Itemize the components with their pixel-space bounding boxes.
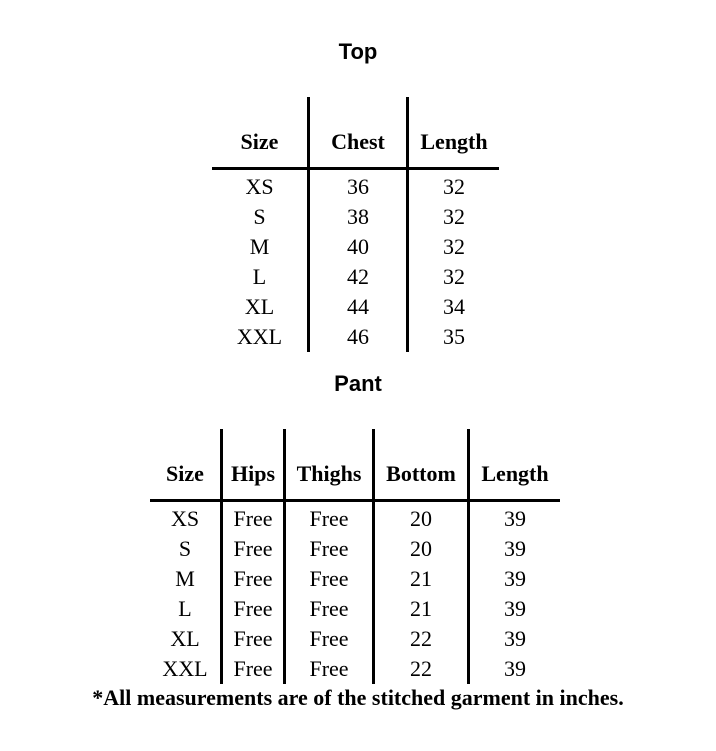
hips-cell: Free xyxy=(222,564,285,594)
thighs-cell: Free xyxy=(285,534,374,564)
table-row xyxy=(150,564,560,594)
column-header-length: Length xyxy=(408,97,500,169)
top-title: Top xyxy=(338,39,378,64)
size-cell: XS xyxy=(150,501,222,535)
length-cell: 32 xyxy=(443,264,465,289)
chest-cell: 46 xyxy=(309,322,408,352)
column-header-size: Size xyxy=(150,429,222,501)
thighs-cell: Free xyxy=(285,654,374,684)
size-cell: M xyxy=(150,564,222,594)
table-row xyxy=(150,624,560,654)
size-cell: XL xyxy=(150,624,222,654)
bottom-cell: 20 xyxy=(374,501,469,535)
length-cell: 39 xyxy=(504,536,526,561)
chest-cell: 38 xyxy=(309,202,408,232)
chest-cell: 44 xyxy=(309,292,408,322)
table-row xyxy=(212,322,499,352)
bottom-cell: 22 xyxy=(374,624,469,654)
chest-cell: 42 xyxy=(309,262,408,292)
thighs-cell: Free xyxy=(285,564,374,594)
length-cell: 34 xyxy=(443,294,465,319)
size-cell: XXL xyxy=(212,322,309,352)
length-cell: 39 xyxy=(504,626,526,651)
thighs-cell: Free xyxy=(285,501,374,535)
size-cell: S xyxy=(212,202,309,232)
size-cell: XS xyxy=(212,169,309,203)
table-row xyxy=(212,262,499,292)
bottom-cell: 21 xyxy=(374,594,469,624)
table-header-row xyxy=(212,97,499,169)
table-row xyxy=(212,169,499,203)
size-cell: L xyxy=(150,594,222,624)
hips-cell: Free xyxy=(222,654,285,684)
table-row xyxy=(150,534,560,564)
table-header-row xyxy=(150,429,560,501)
size-cell: XXL xyxy=(150,654,222,684)
hips-cell: Free xyxy=(222,594,285,624)
table-row xyxy=(150,501,560,535)
pant-title: Pant xyxy=(334,371,382,396)
table-row xyxy=(212,202,499,232)
bottom-cell: 21 xyxy=(374,564,469,594)
chest-cell: 36 xyxy=(309,169,408,203)
length-cell: 35 xyxy=(443,324,465,349)
length-cell: 32 xyxy=(443,234,465,259)
size-cell: S xyxy=(150,534,222,564)
hips-cell: Free xyxy=(222,624,285,654)
length-cell: 39 xyxy=(504,656,526,681)
size-cell: L xyxy=(212,262,309,292)
pant-size-table xyxy=(150,429,560,684)
measurement-footnote: *All measurements are of the stitched garment in inches. xyxy=(92,685,624,710)
length-cell: 39 xyxy=(504,596,526,621)
size-cell: XL xyxy=(212,292,309,322)
table-row xyxy=(150,654,560,684)
length-cell: 32 xyxy=(443,174,465,199)
hips-cell: Free xyxy=(222,501,285,535)
length-cell: 39 xyxy=(504,506,526,531)
length-cell: 39 xyxy=(504,566,526,591)
thighs-cell: Free xyxy=(285,594,374,624)
column-header-size: Size xyxy=(212,97,309,169)
column-header-hips: Hips xyxy=(222,429,285,501)
bottom-cell: 20 xyxy=(374,534,469,564)
size-cell: M xyxy=(212,232,309,262)
column-header-chest: Chest xyxy=(309,97,408,169)
column-header-bottom: Bottom xyxy=(374,429,469,501)
column-header-length: Length xyxy=(469,429,561,501)
thighs-cell: Free xyxy=(285,624,374,654)
chest-cell: 40 xyxy=(309,232,408,262)
hips-cell: Free xyxy=(222,534,285,564)
column-header-thighs: Thighs xyxy=(285,429,374,501)
table-row xyxy=(212,232,499,262)
top-size-table xyxy=(212,97,499,352)
table-row xyxy=(212,292,499,322)
table-row xyxy=(150,594,560,624)
bottom-cell: 22 xyxy=(374,654,469,684)
length-cell: 32 xyxy=(443,204,465,229)
